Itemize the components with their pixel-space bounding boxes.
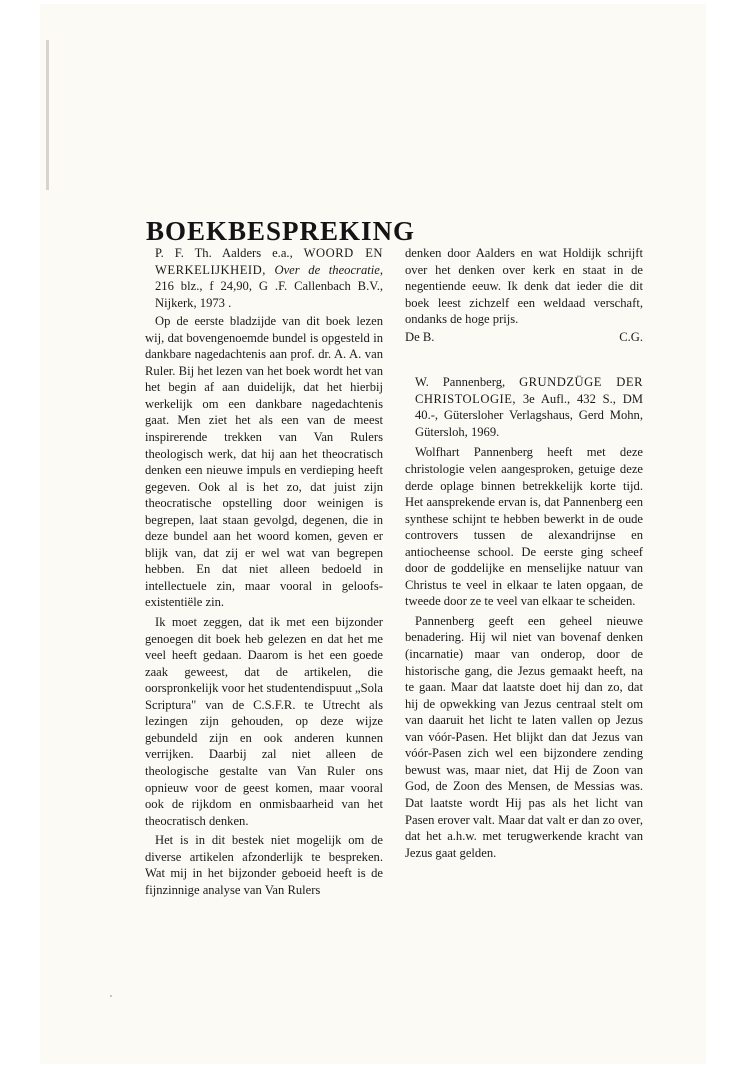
- review1-paragraph: Ik moet zeggen, dat ik met een bijzonder genoegen dit boek heb gelezen en dat het me veel heeft gedaan. Daarom is het een goede zaak geweest, dat de artikelen, die oorspronkelijk voor het studentendispuut „Sola Scriptura" van de C.S.F.R. te Utrecht als lezingen zijn gehouden, op deze wijze gebundeld zijn en ook anderen kunnen verrijken. Daarbij zal niet alleen de theologische gestalte van Van Ruler ons opnieuw voor de geest komen, maar vooral ook de rijkdom en onmisbaarheid van het theocratisch denken.: [145, 615, 383, 828]
- review1-author: P. F. Th. Aalders e.a.,: [155, 246, 293, 260]
- left-column: [145, 245, 383, 898]
- scan-edge: [46, 40, 49, 190]
- review1-paragraph: Op de eerste bladzijde van dit boek lezen wij, dat bovengenoemde bundel is opgesteld in dankbare nagedachtenis aan prof. dr. A. A. van Ruler. Bij het lezen van het boek wordt het van het begin af aan duidelijk, dat het hierbij werkelijk om een dankbare nagedachtenis gaat. Men ziet het als een van de meest inspirerende trekken van Van Rulers theologisch werk, dat hij aan het theocratisch denken een nieuwe impuls en verdieping heeft gegeven. Ook al is het zo, dat juist zijn theocratische opstelling door weinigen is begrepen, laat staan gevolgd, degenen, die in deze bundel aan het woord komen, geven er blijk van, dat zij er wel wat van begrepen hebben. En dat niet alleen bedoeld in intellectuele zin, maar vooral in geloofs-existentiële zin.: [145, 314, 383, 610]
- scan-speck: [110, 995, 112, 997]
- review2-title: GRUNDZÜGE DER CHRISTOLOGIE,: [415, 375, 643, 406]
- review2-author: W. Pannenberg,: [415, 375, 506, 390]
- review2-paragraph: Pannenberg geeft een geheel nieuwe benadering. Hij wil niet van bovenaf denken (incarnatie) maar van onderop, door de historische gang, die Jezus gemaakt heeft, na te gaan. Maar dat laatste doet hij dan zo, dat hij de opwekking van Jezus centraal stelt om van daaruit het licht te laten vallen op Jezus van vóór-Pasen. Het blijkt dan dat Jezus van vóór-Pasen zich wel een bijzondere zending bewust was, maar niet, dat Hij de Zoon van God, de Zoon des Mensen, de Messias was. Dat laatste wordt Hij pas als het licht van Pasen erover valt. Maar dat valt er dan zo over, dat het a.h.w. met terugwerkende kracht van Jezus gaat gelden.: [405, 613, 643, 860]
- review1-subtitle: Over de theocratie,: [274, 262, 383, 277]
- signoff-right: C.G.: [619, 329, 643, 344]
- right-column: [405, 245, 643, 861]
- review2-details: 3e Aufl., 432 S., DM 40.-, Gütersloher Verlagshaus, Gerd Mohn, Gütersloh, 1969.: [415, 391, 643, 439]
- signoff-left: De B.: [405, 329, 435, 344]
- review1-signature: [405, 329, 643, 346]
- review2-paragraph: Wolfhart Pannenberg heeft met deze christologie velen aangesproken, getuige deze derde oplage binnen betrekkelijk korte tijd. Het aansprekende ervan is, dat Pannenberg een synthese schijnt te hebben bewerkt in de oude controvers tussen de alexandrijnse en antiocheense school. De eerste ging scheef door de goddelijke en menselijke natuur van Christus te veel in elkaar te laten opgaan, de tweede door ze te veel van elkaar te scheiden.: [405, 445, 643, 609]
- review1-paragraph: Het is in dit bestek niet mogelijk om de diverse artikelen afzonderlijk te bespreken. Wat mij in het bijzonder geboeid heeft is de fijnzinnige analyse van Van Rulers: [145, 833, 383, 897]
- review2-reference: [415, 374, 643, 440]
- page-heading: BOEKBESPREKING: [146, 216, 416, 247]
- review1-details: 216 blz., f 24,90, G .F. Callenbach B.V., Nijkerk, 1973 .: [155, 279, 383, 310]
- review1-title: WOORD EN WERKELIJKHEID,: [155, 246, 383, 277]
- review1-reference: [155, 245, 383, 311]
- review1-paragraph-continued: denken door Aalders en wat Holdijk schrijft over het denken over kerk en staat in de negentiende eeuw. Ik denk dat ieder die dit boek leest zichzelf een weldaad verschaft, ondanks de hoge prijs.: [405, 246, 643, 327]
